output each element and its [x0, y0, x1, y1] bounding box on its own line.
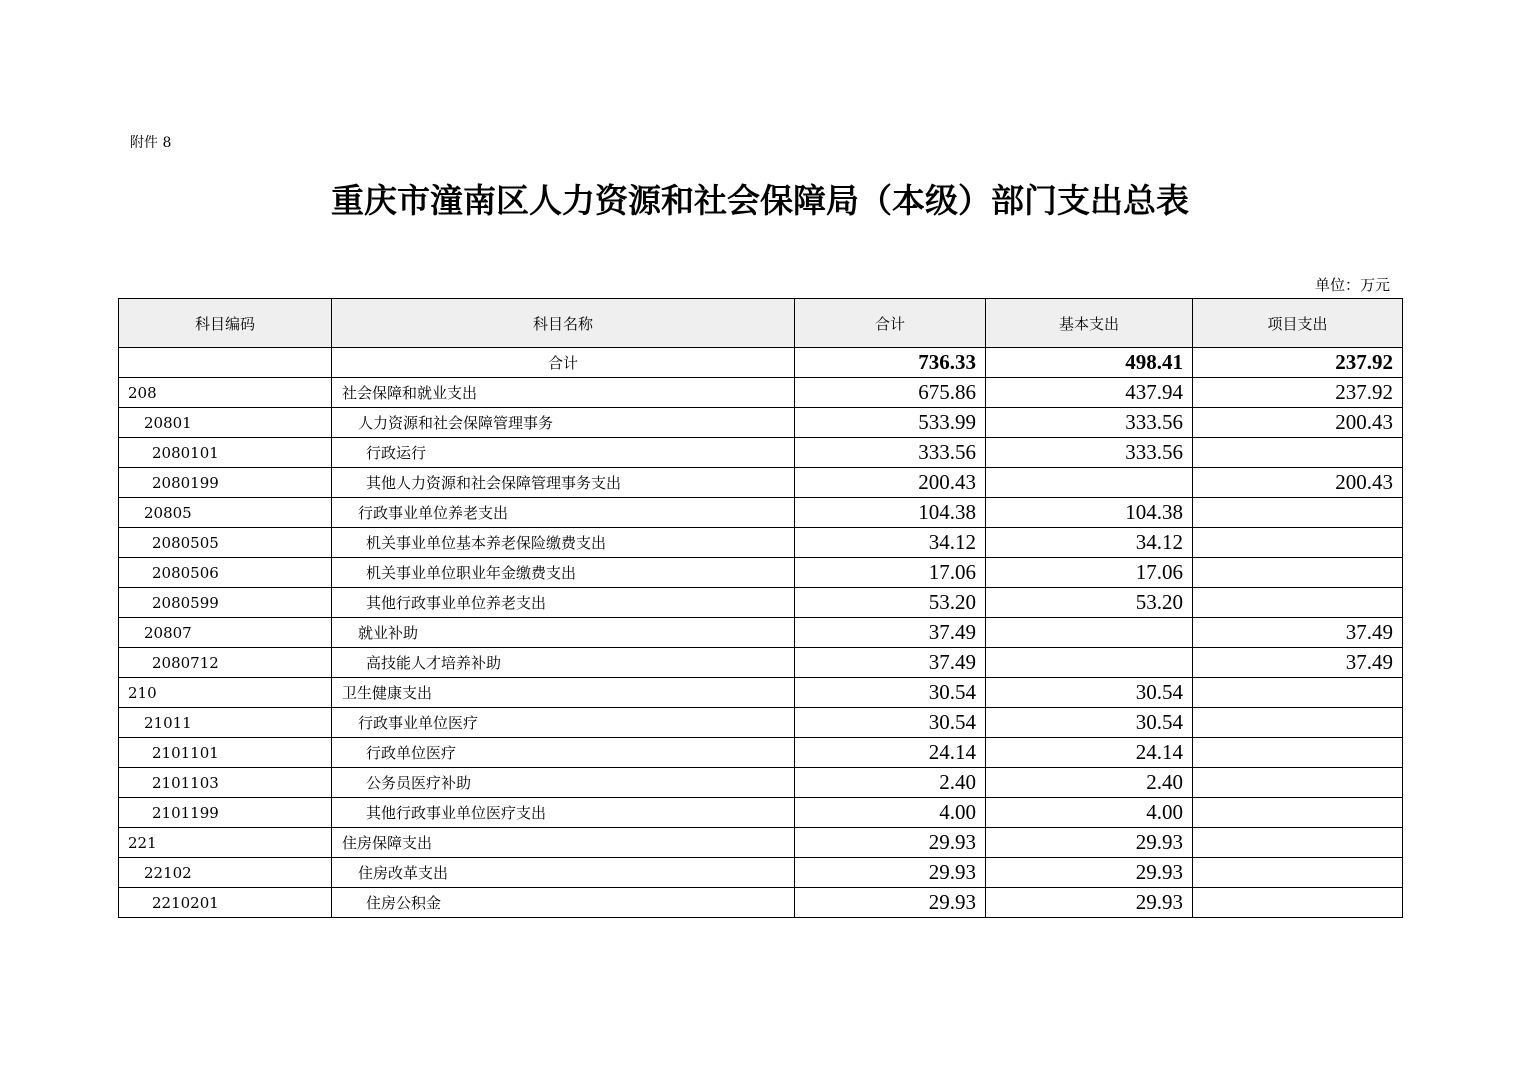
- table-row: [119, 558, 1403, 588]
- cell-total: 675.86: [795, 378, 986, 408]
- cell-code: 2080599: [119, 588, 332, 618]
- cell-code: 20807: [119, 618, 332, 648]
- cell-project: [1193, 858, 1403, 888]
- cell-code: 21011: [119, 708, 332, 738]
- table-row: [119, 468, 1403, 498]
- cell-name: 行政事业单位医疗: [332, 708, 795, 738]
- table-row: [119, 888, 1403, 918]
- table-row: [119, 498, 1403, 528]
- header-total: 合计: [795, 299, 986, 348]
- cell-basic: 30.54: [986, 678, 1193, 708]
- cell-total: 533.99: [795, 408, 986, 438]
- cell-total: 53.20: [795, 588, 986, 618]
- table-row: [119, 798, 1403, 828]
- cell-code: 210: [119, 678, 332, 708]
- cell-basic: [986, 468, 1193, 498]
- cell-basic: [986, 648, 1193, 678]
- header-basic: 基本支出: [986, 299, 1193, 348]
- cell-name: 住房保障支出: [332, 828, 795, 858]
- cell-project: [1193, 528, 1403, 558]
- cell-code: 20801: [119, 408, 332, 438]
- header-project: 项目支出: [1193, 299, 1403, 348]
- cell-code: 22102: [119, 858, 332, 888]
- cell-total: 4.00: [795, 798, 986, 828]
- cell-basic: 29.93: [986, 828, 1193, 858]
- table-row: [119, 588, 1403, 618]
- cell-code: 2080506: [119, 558, 332, 588]
- cell-project: [1193, 768, 1403, 798]
- table-row: [119, 438, 1403, 468]
- cell-name: 其他人力资源和社会保障管理事务支出: [332, 468, 795, 498]
- cell-total: 29.93: [795, 858, 986, 888]
- cell-basic: 498.41: [986, 348, 1193, 378]
- table-row: [119, 828, 1403, 858]
- cell-basic: 2.40: [986, 768, 1193, 798]
- cell-project: 37.49: [1193, 648, 1403, 678]
- cell-name: 社会保障和就业支出: [332, 378, 795, 408]
- cell-basic: 17.06: [986, 558, 1193, 588]
- table-row: [119, 768, 1403, 798]
- cell-total: 104.38: [795, 498, 986, 528]
- cell-code: 2080505: [119, 528, 332, 558]
- cell-code: 2101103: [119, 768, 332, 798]
- cell-total: 24.14: [795, 738, 986, 768]
- cell-code: [119, 348, 332, 378]
- header-code: 科目编码: [119, 299, 332, 348]
- cell-project: [1193, 888, 1403, 918]
- cell-name: 行政运行: [332, 438, 795, 468]
- cell-code: 208: [119, 378, 332, 408]
- table-row: [119, 528, 1403, 558]
- cell-basic: 333.56: [986, 438, 1193, 468]
- table-row: [119, 708, 1403, 738]
- cell-basic: 30.54: [986, 708, 1193, 738]
- cell-total: 736.33: [795, 348, 986, 378]
- cell-project: 237.92: [1193, 348, 1403, 378]
- cell-project: [1193, 828, 1403, 858]
- cell-name: 公务员医疗补助: [332, 768, 795, 798]
- cell-name: 住房改革支出: [332, 858, 795, 888]
- cell-code: 2210201: [119, 888, 332, 918]
- cell-code: 2080101: [119, 438, 332, 468]
- cell-project: 200.43: [1193, 468, 1403, 498]
- cell-total: 30.54: [795, 678, 986, 708]
- cell-code: 221: [119, 828, 332, 858]
- page-title: 重庆市潼南区人力资源和社会保障局（本级）部门支出总表: [331, 181, 1189, 220]
- expenditure-table: [118, 298, 1403, 918]
- cell-basic: [986, 618, 1193, 648]
- cell-name: 机关事业单位基本养老保险缴费支出: [332, 528, 795, 558]
- cell-name: 合计: [332, 348, 795, 378]
- cell-total: 29.93: [795, 828, 986, 858]
- cell-basic: 29.93: [986, 858, 1193, 888]
- cell-project: 37.49: [1193, 618, 1403, 648]
- cell-name: 人力资源和社会保障管理事务: [332, 408, 795, 438]
- cell-project: [1193, 678, 1403, 708]
- cell-code: 2101101: [119, 738, 332, 768]
- cell-basic: 4.00: [986, 798, 1193, 828]
- table-total-row: [119, 348, 1403, 378]
- attachment-label: 附件 8: [130, 135, 172, 151]
- cell-name: 就业补助: [332, 618, 795, 648]
- cell-project: [1193, 798, 1403, 828]
- cell-name: 住房公积金: [332, 888, 795, 918]
- cell-code: 2080712: [119, 648, 332, 678]
- cell-project: [1193, 708, 1403, 738]
- cell-basic: 34.12: [986, 528, 1193, 558]
- cell-name: 机关事业单位职业年金缴费支出: [332, 558, 795, 588]
- cell-name: 其他行政事业单位养老支出: [332, 588, 795, 618]
- cell-basic: 24.14: [986, 738, 1193, 768]
- table-body: [119, 348, 1403, 918]
- cell-basic: 333.56: [986, 408, 1193, 438]
- cell-total: 333.56: [795, 438, 986, 468]
- cell-code: 2080199: [119, 468, 332, 498]
- cell-total: 29.93: [795, 888, 986, 918]
- cell-project: 200.43: [1193, 408, 1403, 438]
- cell-name: 其他行政事业单位医疗支出: [332, 798, 795, 828]
- cell-name: 行政事业单位养老支出: [332, 498, 795, 528]
- cell-total: 17.06: [795, 558, 986, 588]
- cell-total: 200.43: [795, 468, 986, 498]
- cell-basic: 53.20: [986, 588, 1193, 618]
- cell-project: 237.92: [1193, 378, 1403, 408]
- cell-project: [1193, 558, 1403, 588]
- cell-total: 2.40: [795, 768, 986, 798]
- cell-basic: 437.94: [986, 378, 1193, 408]
- table-row: [119, 618, 1403, 648]
- cell-basic: 104.38: [986, 498, 1193, 528]
- unit-label: 单位：万元: [1314, 276, 1390, 294]
- cell-basic: 29.93: [986, 888, 1193, 918]
- table-row: [119, 858, 1403, 888]
- cell-total: 37.49: [795, 648, 986, 678]
- table-row: [119, 678, 1403, 708]
- table-row: [119, 648, 1403, 678]
- table-row: [119, 378, 1403, 408]
- cell-project: [1193, 588, 1403, 618]
- table-header-row: [119, 299, 1403, 348]
- table-row: [119, 408, 1403, 438]
- header-name: 科目名称: [332, 299, 795, 348]
- cell-name: 行政单位医疗: [332, 738, 795, 768]
- cell-name: 高技能人才培养补助: [332, 648, 795, 678]
- cell-code: 20805: [119, 498, 332, 528]
- cell-total: 30.54: [795, 708, 986, 738]
- cell-project: [1193, 738, 1403, 768]
- cell-project: [1193, 498, 1403, 528]
- cell-total: 37.49: [795, 618, 986, 648]
- cell-name: 卫生健康支出: [332, 678, 795, 708]
- cell-project: [1193, 438, 1403, 468]
- cell-total: 34.12: [795, 528, 986, 558]
- table-row: [119, 738, 1403, 768]
- cell-code: 2101199: [119, 798, 332, 828]
